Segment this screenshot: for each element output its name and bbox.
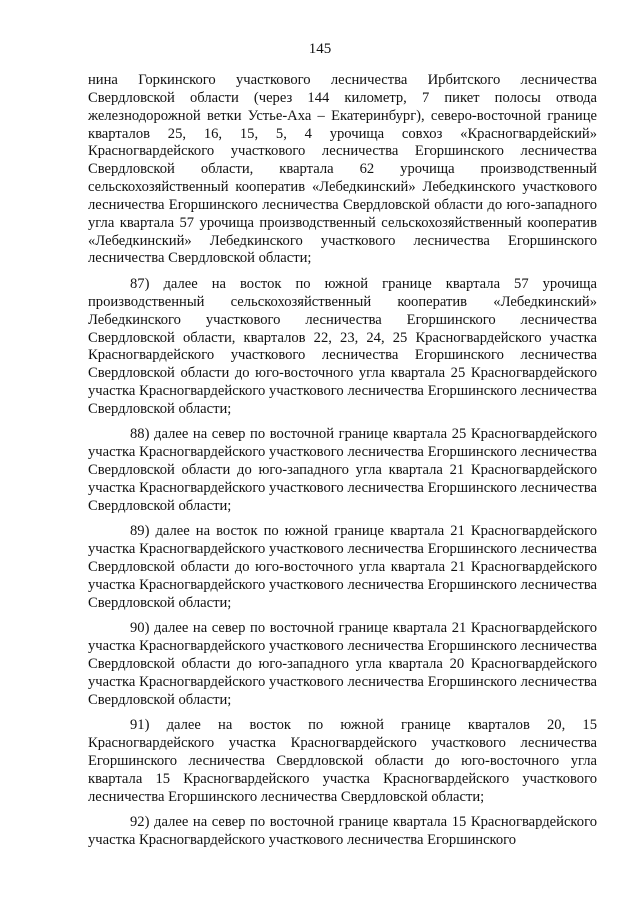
paragraph-item-89: 89) далее на восток по южной границе квартала 21 Красногвардейского участка Красногвардейского участкового лесничества Егоршинского лесничества Свердловской области до юго-восточного угла квартала 21 Красногвардейского участка Красногвардейского участкового лесничества Егоршинского лесничества Свердловской области; — [88, 523, 597, 611]
paragraph-continuation: нина Горкинского участкового лесничества Ирбитского лесничества Свердловской области (через 144 километр, 7 пикет полосы отвода железнодорожной ветки Устье-Аха – Екатеринбург), северо-восточной границе кварталов 25, 16, 15, 5, 4 урочища совхоз «Красногвардейский» Красногвардейского участкового лесничества Егоршинского лесничества Свердловской области, квартала 62 урочища производственный сельскохозяйственный кооператив «Лебедкинский» Лебедкинского участкового лесничества Егоршинского лесничества Свердловской области до юго-западного угла квартала 57 урочища производственный сельскохозяйственный кооператив «Лебедкинский» Лебедкинского участкового лесничества Егоршинского лесничества Свердловской области; — [88, 72, 597, 267]
paragraph-item-90: 90) далее на север по восточной границе квартала 21 Красногвардейского участка Красногвардейского участкового лесничества Егоршинского лесничества Свердловской области до юго-западного угла квартала 20 Красногвардейского участка Красногвардейского участкового лесничества Егоршинского лесничества Свердловской области; — [88, 620, 597, 708]
paragraph-item-87: 87) далее на восток по южной границе квартала 57 урочища производственный сельскохозяйственный кооператив «Лебедкинский» Лебедкинского участкового лесничества Егоршинского лесничества Свердловской области, кварталов 22, 23, 24, 25 Красногвардейского участка Красногвардейского участкового лесничества Егоршинского лесничества Свердловской области до юго-восточного угла квартала 25 Красногвардейского участка Красногвардейского участкового лесничества Егоршинского лесничества Свердловской области; — [88, 275, 597, 417]
page-number: 145 — [308, 41, 332, 57]
paragraph-item-91: 91) далее на восток по южной границе кварталов 20, 15 Красногвардейского участка Красногвардейского участкового лесничества Егоршинского лесничества Свердловской области до юго-восточного угла квартала 15 Красногвардейского участка Красногвардейского участкового лесничества Егоршинского лесничества Свердловской области; — [88, 717, 597, 805]
paragraph-item-92: 92) далее на север по восточной границе квартала 15 Красногвардейского участка Красногвардейского участкового лесничества Егоршинского — [88, 814, 597, 848]
paragraph-item-88: 88) далее на север по восточной границе квартала 25 Красногвардейского участка Красногвардейского участкового лесничества Егоршинского лесничества Свердловской области до юго-западного угла квартала 21 Красногвардейского участка Красногвардейского участкового лесничества Егоршинского лесничества Свердловской области; — [88, 426, 597, 514]
document-body — [88, 72, 597, 850]
